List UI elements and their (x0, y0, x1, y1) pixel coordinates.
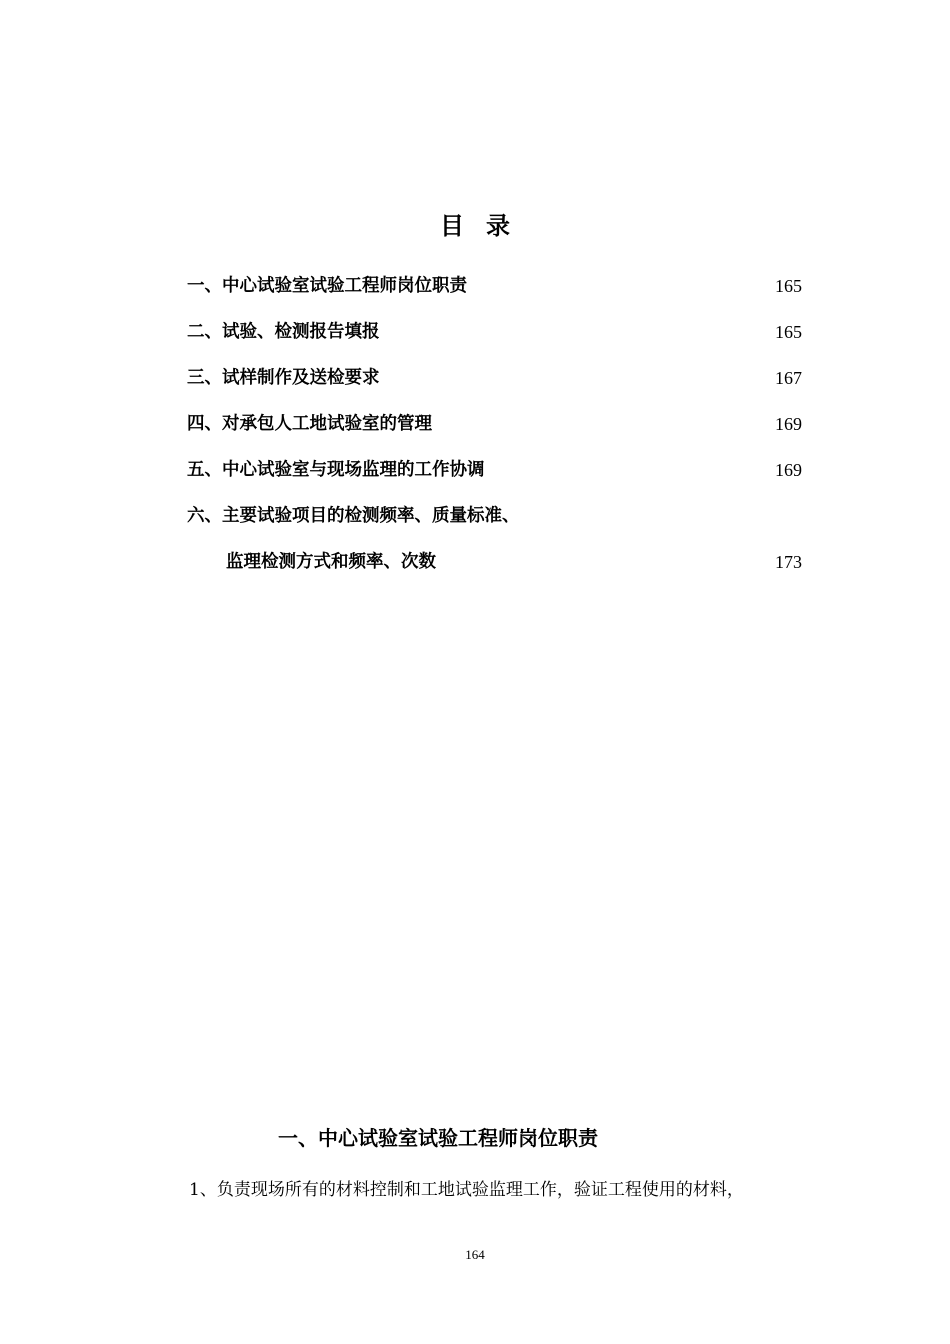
body-paragraph: 1、负责现场所有的材料控制和工地试验监理工作，验证工程使用的材料， (189, 1180, 744, 1200)
toc-entry-page: 169 (775, 460, 802, 480)
toc-entry-page: 173 (775, 552, 802, 572)
toc-entry[interactable] (187, 498, 802, 544)
toc-entry-label: 监理检测方式和频率、次数 (226, 552, 436, 572)
toc-entry-label: 二、试验、检测报告填报 (187, 322, 380, 342)
toc-entry[interactable] (187, 314, 802, 360)
toc-entry-label: 一、中心试验室试验工程师岗位职责 (187, 276, 467, 296)
toc-entry-label: 三、试样制作及送检要求 (187, 368, 380, 388)
toc-entry-label: 六、主要试验项目的检测频率、质量标准、 (187, 506, 520, 526)
toc-entry[interactable] (187, 268, 802, 314)
toc-entry-label: 五、中心试验室与现场监理的工作协调 (187, 460, 485, 480)
toc-entry-page: 167 (775, 368, 802, 388)
toc-entry-label: 四、对承包人工地试验室的管理 (187, 414, 432, 434)
toc-title: 目录 (440, 212, 532, 240)
toc-entry[interactable] (187, 360, 802, 406)
page-number: 164 (465, 1247, 485, 1262)
toc-entry[interactable] (187, 452, 802, 498)
toc-list (187, 268, 802, 590)
toc-entry-page: 169 (775, 414, 802, 434)
toc-entry-page: 165 (775, 276, 802, 296)
toc-entry-continuation[interactable] (187, 544, 802, 590)
section-heading: 一、中心试验室试验工程师岗位职责 (278, 1126, 598, 1150)
toc-entry[interactable] (187, 406, 802, 452)
toc-entry-page: 165 (775, 322, 802, 342)
